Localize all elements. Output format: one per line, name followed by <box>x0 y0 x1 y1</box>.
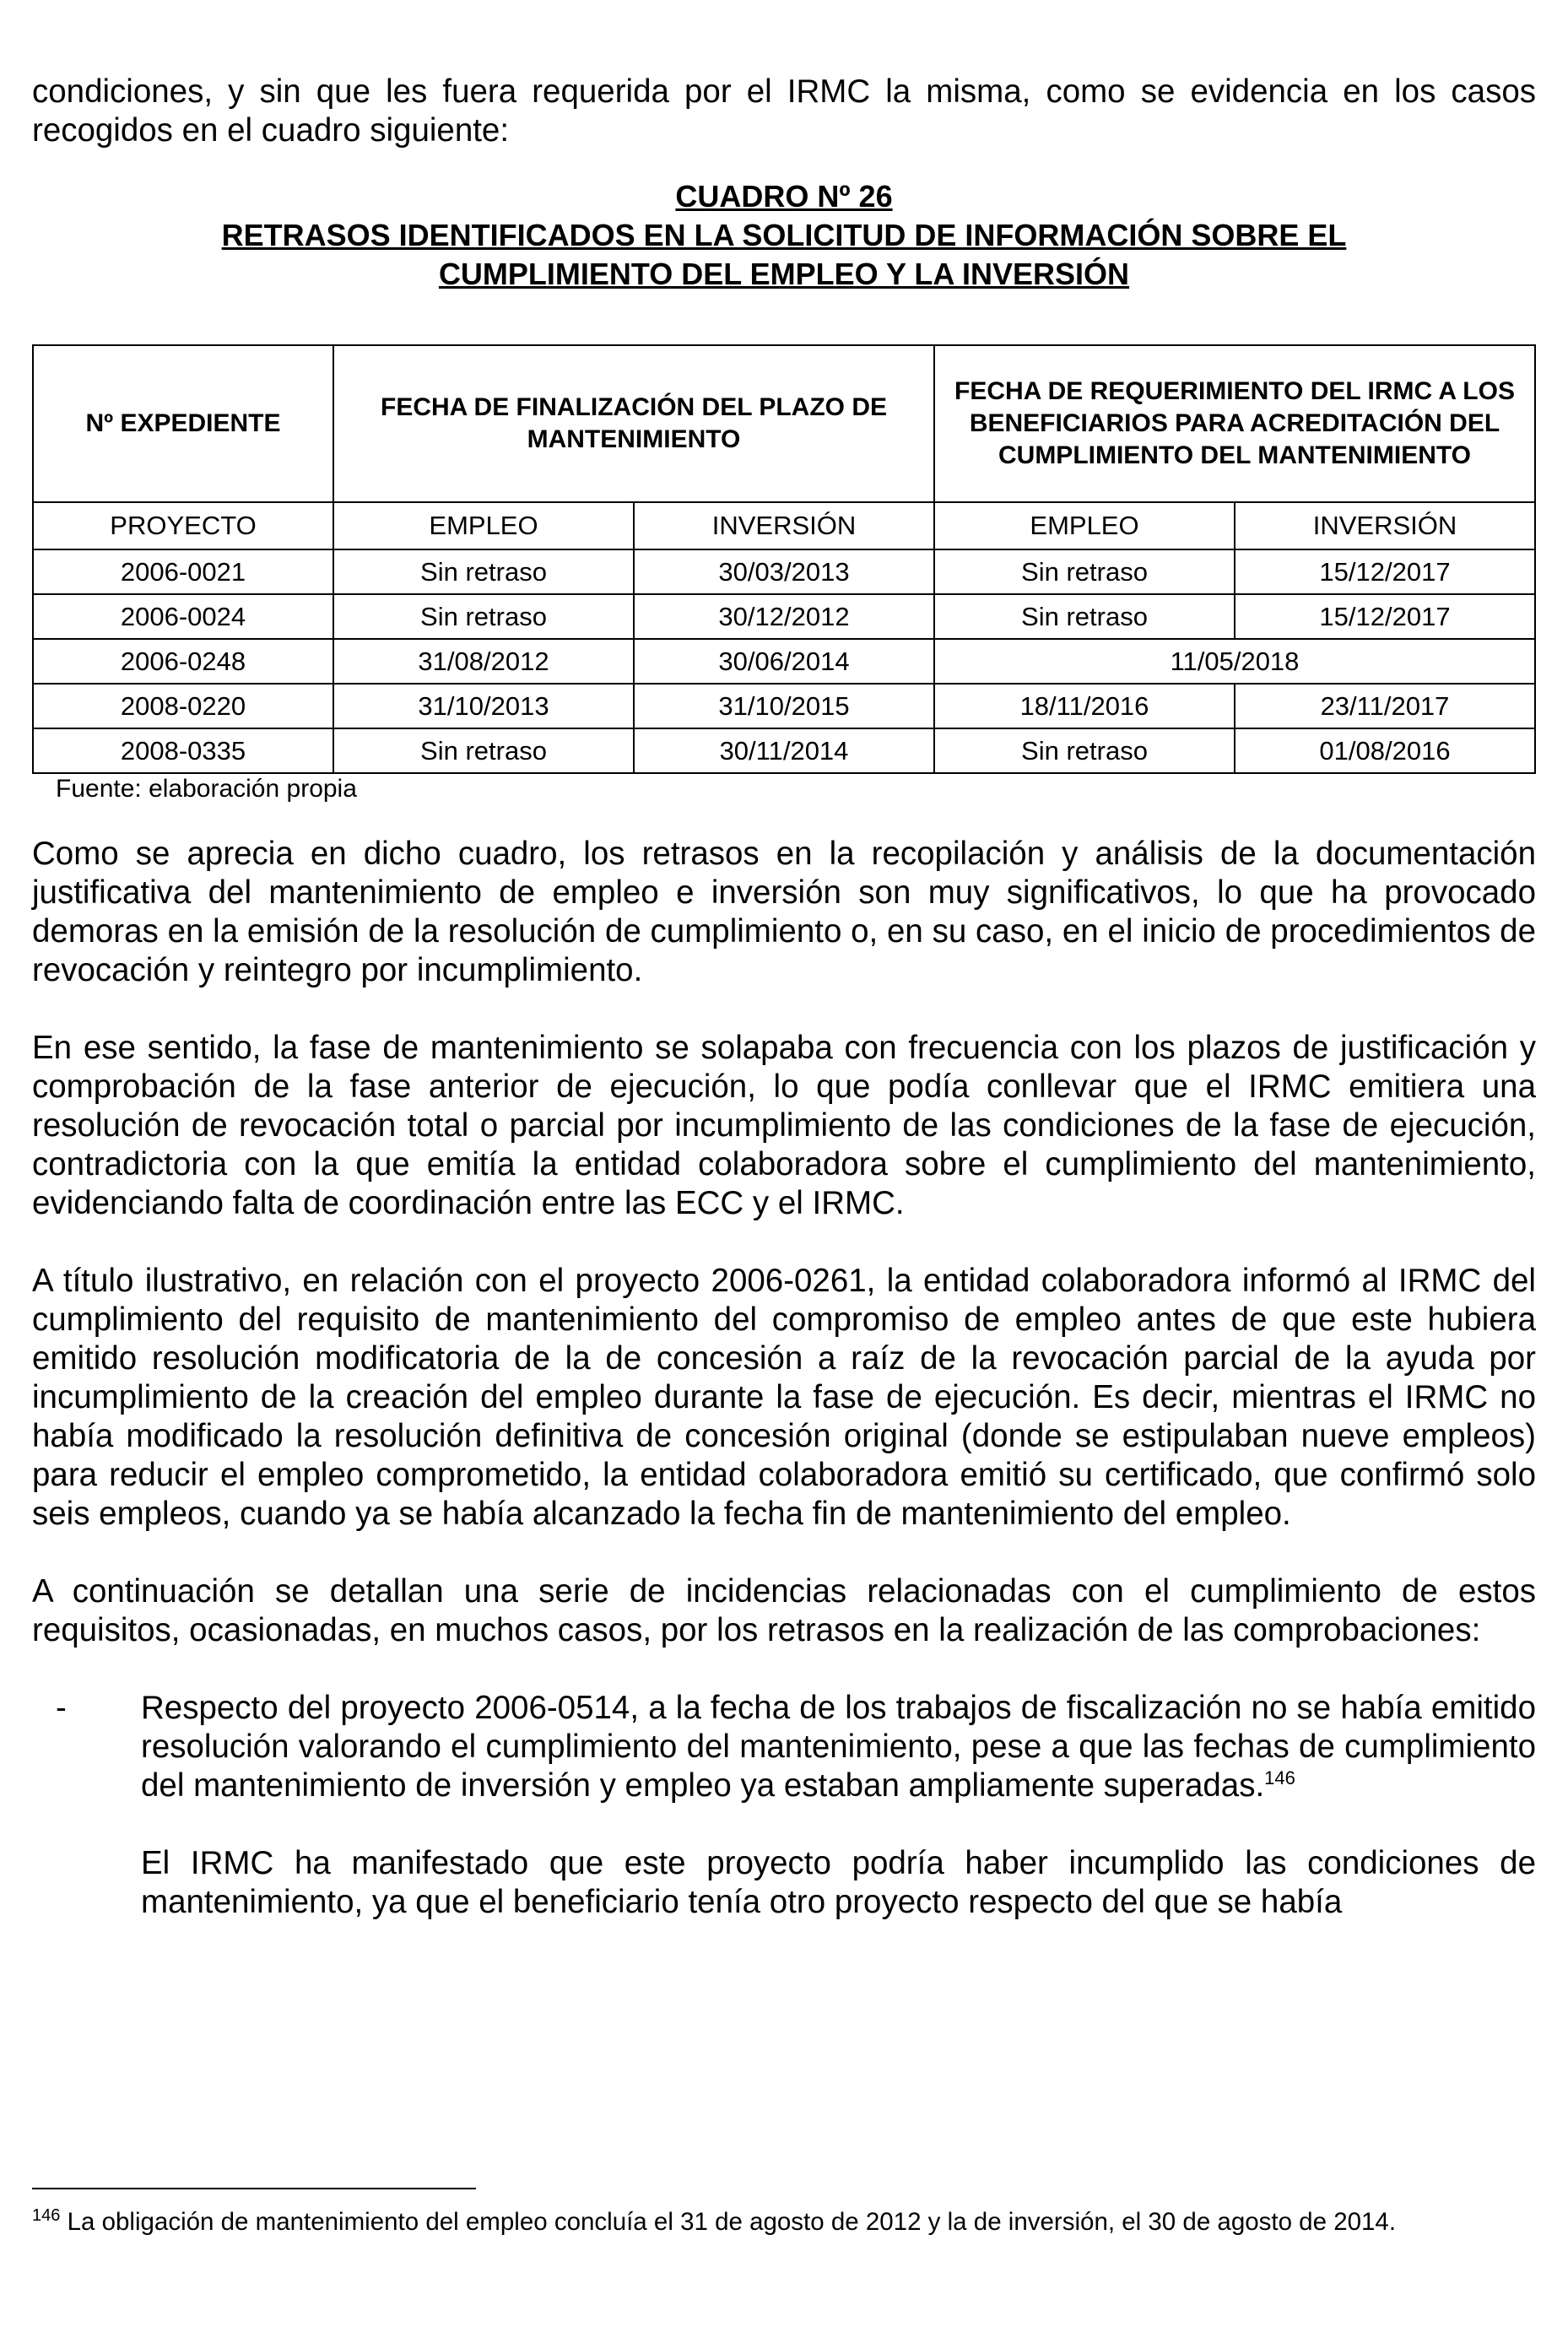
body-paragraph: Como se aprecia en dicho cuadro, los retrasos en la recopilación y análisis de la documentación justificativa del mantenimiento de empleo e inversión son muy significativos, lo que ha provocado demoras en la emisión de la resolución de cumplimiento o, en su caso, en el inicio de procedimientos de revocación y reintegro por incumplimiento. <box>32 836 1536 988</box>
cell-proyecto: 2006-0248 <box>33 639 333 684</box>
cell-fin-empleo: Sin retraso <box>333 594 634 639</box>
table-header-row <box>33 345 1535 502</box>
cell-req-inversion: 23/11/2017 <box>1235 684 1535 728</box>
cell-req-empleo: 18/11/2016 <box>934 684 1235 728</box>
footnote-number: 146 <box>32 2206 61 2226</box>
cell-req-inversion: 15/12/2017 <box>1235 549 1535 594</box>
subheader-proyecto: PROYECTO <box>33 502 333 549</box>
intro-paragraph: condiciones, y sin que les fuera requerida por el IRMC la misma, como se evidencia en los casos recogidos en el cuadro siguiente: <box>32 73 1536 149</box>
table-heading-title-line2: CUMPLIMIENTO DEL EMPLEO Y LA INVERSIÓN <box>438 257 1130 291</box>
table-heading-title-line1: RETRASOS IDENTIFICADOS EN LA SOLICITUD DE INFORMACIÓN SOBRE EL <box>221 218 1347 252</box>
subheader-empleo: EMPLEO <box>333 502 634 549</box>
header-expediente: Nº EXPEDIENTE <box>33 345 333 502</box>
cell-fin-empleo: 31/08/2012 <box>333 639 634 684</box>
subheader-empleo: EMPLEO <box>934 502 1235 549</box>
subheader-inversion: INVERSIÓN <box>1235 502 1535 549</box>
cell-proyecto: 2008-0335 <box>33 728 333 773</box>
bullet-item <box>32 1689 1536 1922</box>
cell-fin-inversion: 30/03/2013 <box>634 549 934 594</box>
bullet-marker: - <box>56 1690 67 1726</box>
bullet-continuation: El IRMC ha manifestado que este proyecto podría haber incumplido las condiciones de mantenimiento, ya que el beneficiario tenía otro proyecto respecto del que se había <box>141 1845 1536 1920</box>
cell-fin-inversion: 30/12/2012 <box>634 594 934 639</box>
table-subheader-row <box>33 502 1535 549</box>
subheader-inversion: INVERSIÓN <box>634 502 934 549</box>
table-row <box>33 684 1535 728</box>
body-paragraph: A título ilustrativo, en relación con el proyecto 2006-0261, la entidad colaboradora informó al IRMC del cumplimiento del requisito de mantenimiento del compromiso de empleo antes de que este hubiera emitido resolución modificatoria de la de concesión a raíz de la revocación parcial de la ayuda por incumplimiento de la creación del empleo durante la fase de ejecución. Es decir, mientras el IRMC no había modificado la resolución definitiva de concesión original (donde se estipulaban nueve empleos) para reducir el empleo comprometido, la entidad colaboradora emitió su certificado, que confirmó solo seis empleos, cuando ya se había alcanzado la fecha fin de mantenimiento del empleo. <box>32 1263 1536 1532</box>
cell-fin-inversion: 30/11/2014 <box>634 728 934 773</box>
cell-req-inversion: 15/12/2017 <box>1235 594 1535 639</box>
header-fecha-requerimiento: FECHA DE REQUERIMIENTO DEL IRMC A LOS BENEFICIARIOS PARA ACREDITACIÓN DEL CUMPLIMIENTO DEL MANTENIMIENTO <box>934 345 1535 502</box>
bullet-text-body: Respecto del proyecto 2006-0514, a la fecha de los trabajos de fiscalización no se había emitido resolución valorando el cumplimiento del mantenimiento, pese a que las fechas de cumplimiento del mantenimiento de inversión y empleo ya estaban ampliamente superadas. <box>141 1690 1536 1804</box>
table-row <box>33 549 1535 594</box>
table-row <box>33 594 1535 639</box>
cell-req-empleo: Sin retraso <box>934 728 1235 773</box>
cell-proyecto: 2006-0024 <box>33 594 333 639</box>
cell-req-empleo: Sin retraso <box>934 594 1235 639</box>
cell-req-inversion: 01/08/2016 <box>1235 728 1535 773</box>
table-source: Fuente: elaboración propia <box>56 775 357 803</box>
footnote <box>32 2205 1536 2240</box>
cell-fin-inversion: 31/10/2015 <box>634 684 934 728</box>
bullet-text <box>141 1689 1536 1805</box>
cell-proyecto: 2006-0021 <box>33 549 333 594</box>
table-row <box>33 728 1535 773</box>
table-heading-number: CUADRO Nº 26 <box>675 179 893 214</box>
cell-proyecto: 2008-0220 <box>33 684 333 728</box>
cell-req-combined: 11/05/2018 <box>934 639 1535 684</box>
cell-fin-empleo: Sin retraso <box>333 549 634 594</box>
footnote-text: La obligación de mantenimiento del empleo concluía el 31 de agosto de 2012 y la de inversión, el 30 de agosto de 2014. <box>60 2208 1397 2236</box>
footnote-reference[interactable]: 146 <box>1264 1767 1295 1789</box>
header-fecha-finalizacion: FECHA DE FINALIZACIÓN DEL PLAZO DE MANTENIMIENTO <box>333 345 934 502</box>
cell-fin-empleo: Sin retraso <box>333 728 634 773</box>
body-paragraph: A continuación se detallan una serie de incidencias relacionadas con el cumplimiento de estos requisitos, ocasionadas, en muchos casos, por los retrasos en la realización de las comprobaciones: <box>32 1573 1536 1648</box>
delays-table <box>32 344 1536 774</box>
cell-fin-inversion: 30/06/2014 <box>634 639 934 684</box>
table-row <box>33 639 1535 684</box>
cell-fin-empleo: 31/10/2013 <box>333 684 634 728</box>
body-paragraph: En ese sentido, la fase de mantenimiento se solapaba con frecuencia con los plazos de justificación y comprobación de la fase anterior de ejecución, lo que podía conllevar que el IRMC emitiera una resolución de revocación total o parcial por incumplimiento de las condiciones de la fase de ejecución, contradictoria con la que emitía la entidad colaboradora sobre el cumplimiento del mantenimiento, evidenciando falta de coordinación entre las ECC y el IRMC. <box>32 1030 1536 1221</box>
table-heading <box>32 177 1536 294</box>
cell-req-empleo: Sin retraso <box>934 549 1235 594</box>
footnote-separator <box>32 2188 476 2189</box>
document-page <box>32 73 1536 1922</box>
